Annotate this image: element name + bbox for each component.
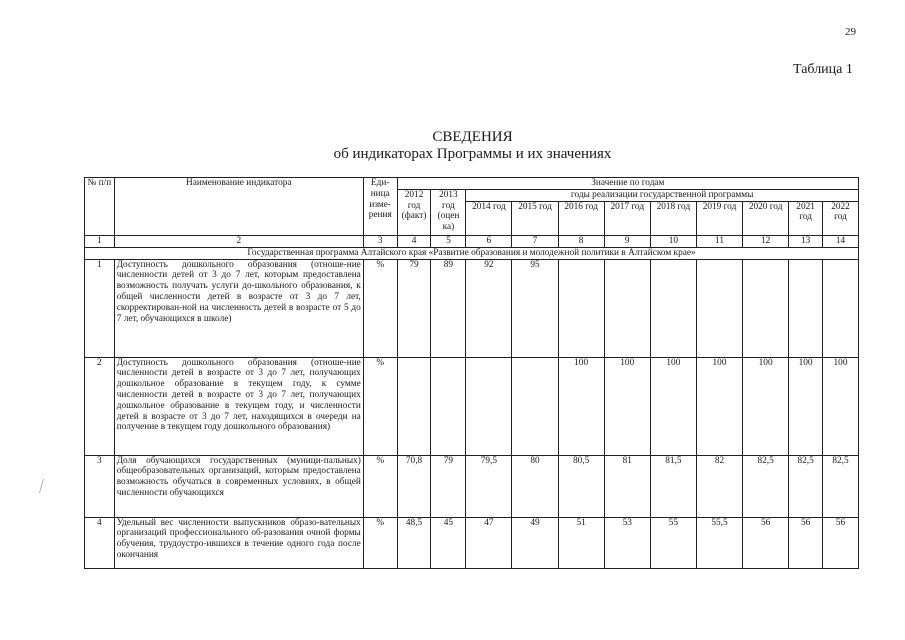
- row-no: 4: [85, 517, 115, 568]
- value-2019: 100: [696, 357, 742, 455]
- value-2018: [650, 259, 696, 357]
- column-number: 2: [114, 235, 363, 247]
- value-2012: 48,5: [397, 517, 431, 568]
- value-2015: 80: [512, 455, 558, 517]
- column-number: 13: [789, 235, 823, 247]
- value-2022: 82,5: [823, 455, 859, 517]
- header-2018: 2018 год: [650, 201, 696, 235]
- row-no: 3: [85, 455, 115, 517]
- value-2020: 100: [743, 357, 789, 455]
- value-2018: 81,5: [650, 455, 696, 517]
- column-number: 4: [397, 235, 431, 247]
- value-2013: 89: [431, 259, 466, 357]
- value-2015: 49: [512, 517, 558, 568]
- header-row-1: [85, 178, 859, 190]
- value-2021: [789, 259, 823, 357]
- header-2022: 2022 год: [823, 201, 859, 235]
- indicators-table: [84, 177, 859, 569]
- title-subtitle: об индикаторах Программы и их значениях: [333, 146, 612, 162]
- value-2013: [431, 357, 466, 455]
- header-2020: 2020 год: [743, 201, 789, 235]
- row-indicator-name: Доля обучающихся государственных (муници-пальных) общеобразовательных организаций, которым предоставлена возможность обучаться в современных условиях, в общей численности обучающихся: [114, 455, 363, 517]
- header-2019: 2019 год: [696, 201, 742, 235]
- column-number: 7: [512, 235, 558, 247]
- value-2017: [604, 259, 650, 357]
- header-no: № п/п: [85, 178, 115, 236]
- column-number: 3: [363, 235, 397, 247]
- value-2016: 80,5: [558, 455, 604, 517]
- header-2015: 2015 год: [512, 201, 558, 235]
- value-2022: 56: [823, 517, 859, 568]
- table-row: [85, 455, 859, 517]
- value-2021: 82,5: [789, 455, 823, 517]
- value-2021: 100: [789, 357, 823, 455]
- column-number: 1: [85, 235, 115, 247]
- value-2022: [823, 259, 859, 357]
- value-2016: [558, 259, 604, 357]
- value-2020: 82,5: [743, 455, 789, 517]
- row-indicator-name: Доступность дошкольного образования (отноше-ние численности детей в возрасте от 3 до 7 лет, получающих дошкольное образование в текущем году, к сумме численности детей в возрасте от 3 до 7 лет, получающих дошкольное образование в текущем году, и численности детей в возрасте от 3 до 7 лет, находящихся в очереди на получение в текущем году дошкольного образования): [114, 357, 363, 455]
- row-unit: %: [363, 357, 397, 455]
- value-2019: 55,5: [696, 517, 742, 568]
- column-number: 6: [466, 235, 512, 247]
- column-number: 8: [558, 235, 604, 247]
- column-number: 12: [743, 235, 789, 247]
- value-2016: 51: [558, 517, 604, 568]
- value-2019: 82: [696, 455, 742, 517]
- value-2014: 79,5: [466, 455, 512, 517]
- program-title-row: [85, 247, 859, 259]
- value-2012: [397, 357, 431, 455]
- table-row: [85, 517, 859, 568]
- value-2015: 95: [512, 259, 558, 357]
- row-unit: %: [363, 517, 397, 568]
- value-2016: 100: [558, 357, 604, 455]
- table-label: Таблица 1: [793, 62, 853, 77]
- header-years-impl: годы реализации государственной программы: [466, 189, 859, 201]
- header-2017: 2017 год: [604, 201, 650, 235]
- row-no: 2: [85, 357, 115, 455]
- value-2012: 70,8: [397, 455, 431, 517]
- value-2015: [512, 357, 558, 455]
- handwritten-mark: ⁄: [36, 476, 47, 496]
- value-2019: [696, 259, 742, 357]
- column-number: 5: [431, 235, 466, 247]
- header-2021: 2021 год: [789, 201, 823, 235]
- header-values-by-year: Значение по годам: [397, 178, 858, 190]
- row-indicator-name: Доступность дошкольного образования (отноше-ние численности детей от 3 до 7 лет, которым предоставлена возможность получать услуги до-школьного образования, к общей численности детей в возрасте от 3 до 7 лет, скорректирован-ной на численность детей в возрасте от 5 до 7 лет, обучающихся в школе): [114, 259, 363, 357]
- column-numbers-row: [85, 235, 859, 247]
- header-unit: Еди-ница изме-рения: [363, 178, 397, 236]
- table-row: [85, 357, 859, 455]
- value-2017: 53: [604, 517, 650, 568]
- value-2013: 79: [431, 455, 466, 517]
- row-no: 1: [85, 259, 115, 357]
- table-row: [85, 259, 859, 357]
- program-title: Государственная программа Алтайского края «Развитие образования и молодежной политики в Алтайском крае»: [85, 247, 859, 259]
- value-2014: 92: [466, 259, 512, 357]
- header-2013: 2013 год (оцен ка): [431, 189, 466, 235]
- header-2014: 2014 год: [466, 201, 512, 235]
- value-2020: [743, 259, 789, 357]
- column-number: 10: [650, 235, 696, 247]
- header-2016: 2016 год: [558, 201, 604, 235]
- column-number: 9: [604, 235, 650, 247]
- value-2018: 100: [650, 357, 696, 455]
- row-unit: %: [363, 259, 397, 357]
- value-2022: 100: [823, 357, 859, 455]
- value-2013: 45: [431, 517, 466, 568]
- value-2018: 55: [650, 517, 696, 568]
- page-number: 29: [845, 26, 856, 38]
- value-2014: 47: [466, 517, 512, 568]
- value-2012: 79: [397, 259, 431, 357]
- value-2017: 81: [604, 455, 650, 517]
- title-main: СВЕДЕНИЯ: [432, 129, 513, 145]
- header-2012: 2012 год (факт): [397, 189, 431, 235]
- row-indicator-name: Удельный вес численности выпускников образо-вательных организаций профессионального об-разования очной формы обучения, трудоустро-ившихся в течение одного года после окончания: [114, 517, 363, 568]
- column-number: 14: [823, 235, 859, 247]
- row-unit: %: [363, 455, 397, 517]
- value-2020: 56: [743, 517, 789, 568]
- value-2014: [466, 357, 512, 455]
- header-name: Наименование индикатора: [114, 178, 363, 236]
- value-2021: 56: [789, 517, 823, 568]
- value-2017: 100: [604, 357, 650, 455]
- document-title: [0, 129, 905, 163]
- column-number: 11: [696, 235, 742, 247]
